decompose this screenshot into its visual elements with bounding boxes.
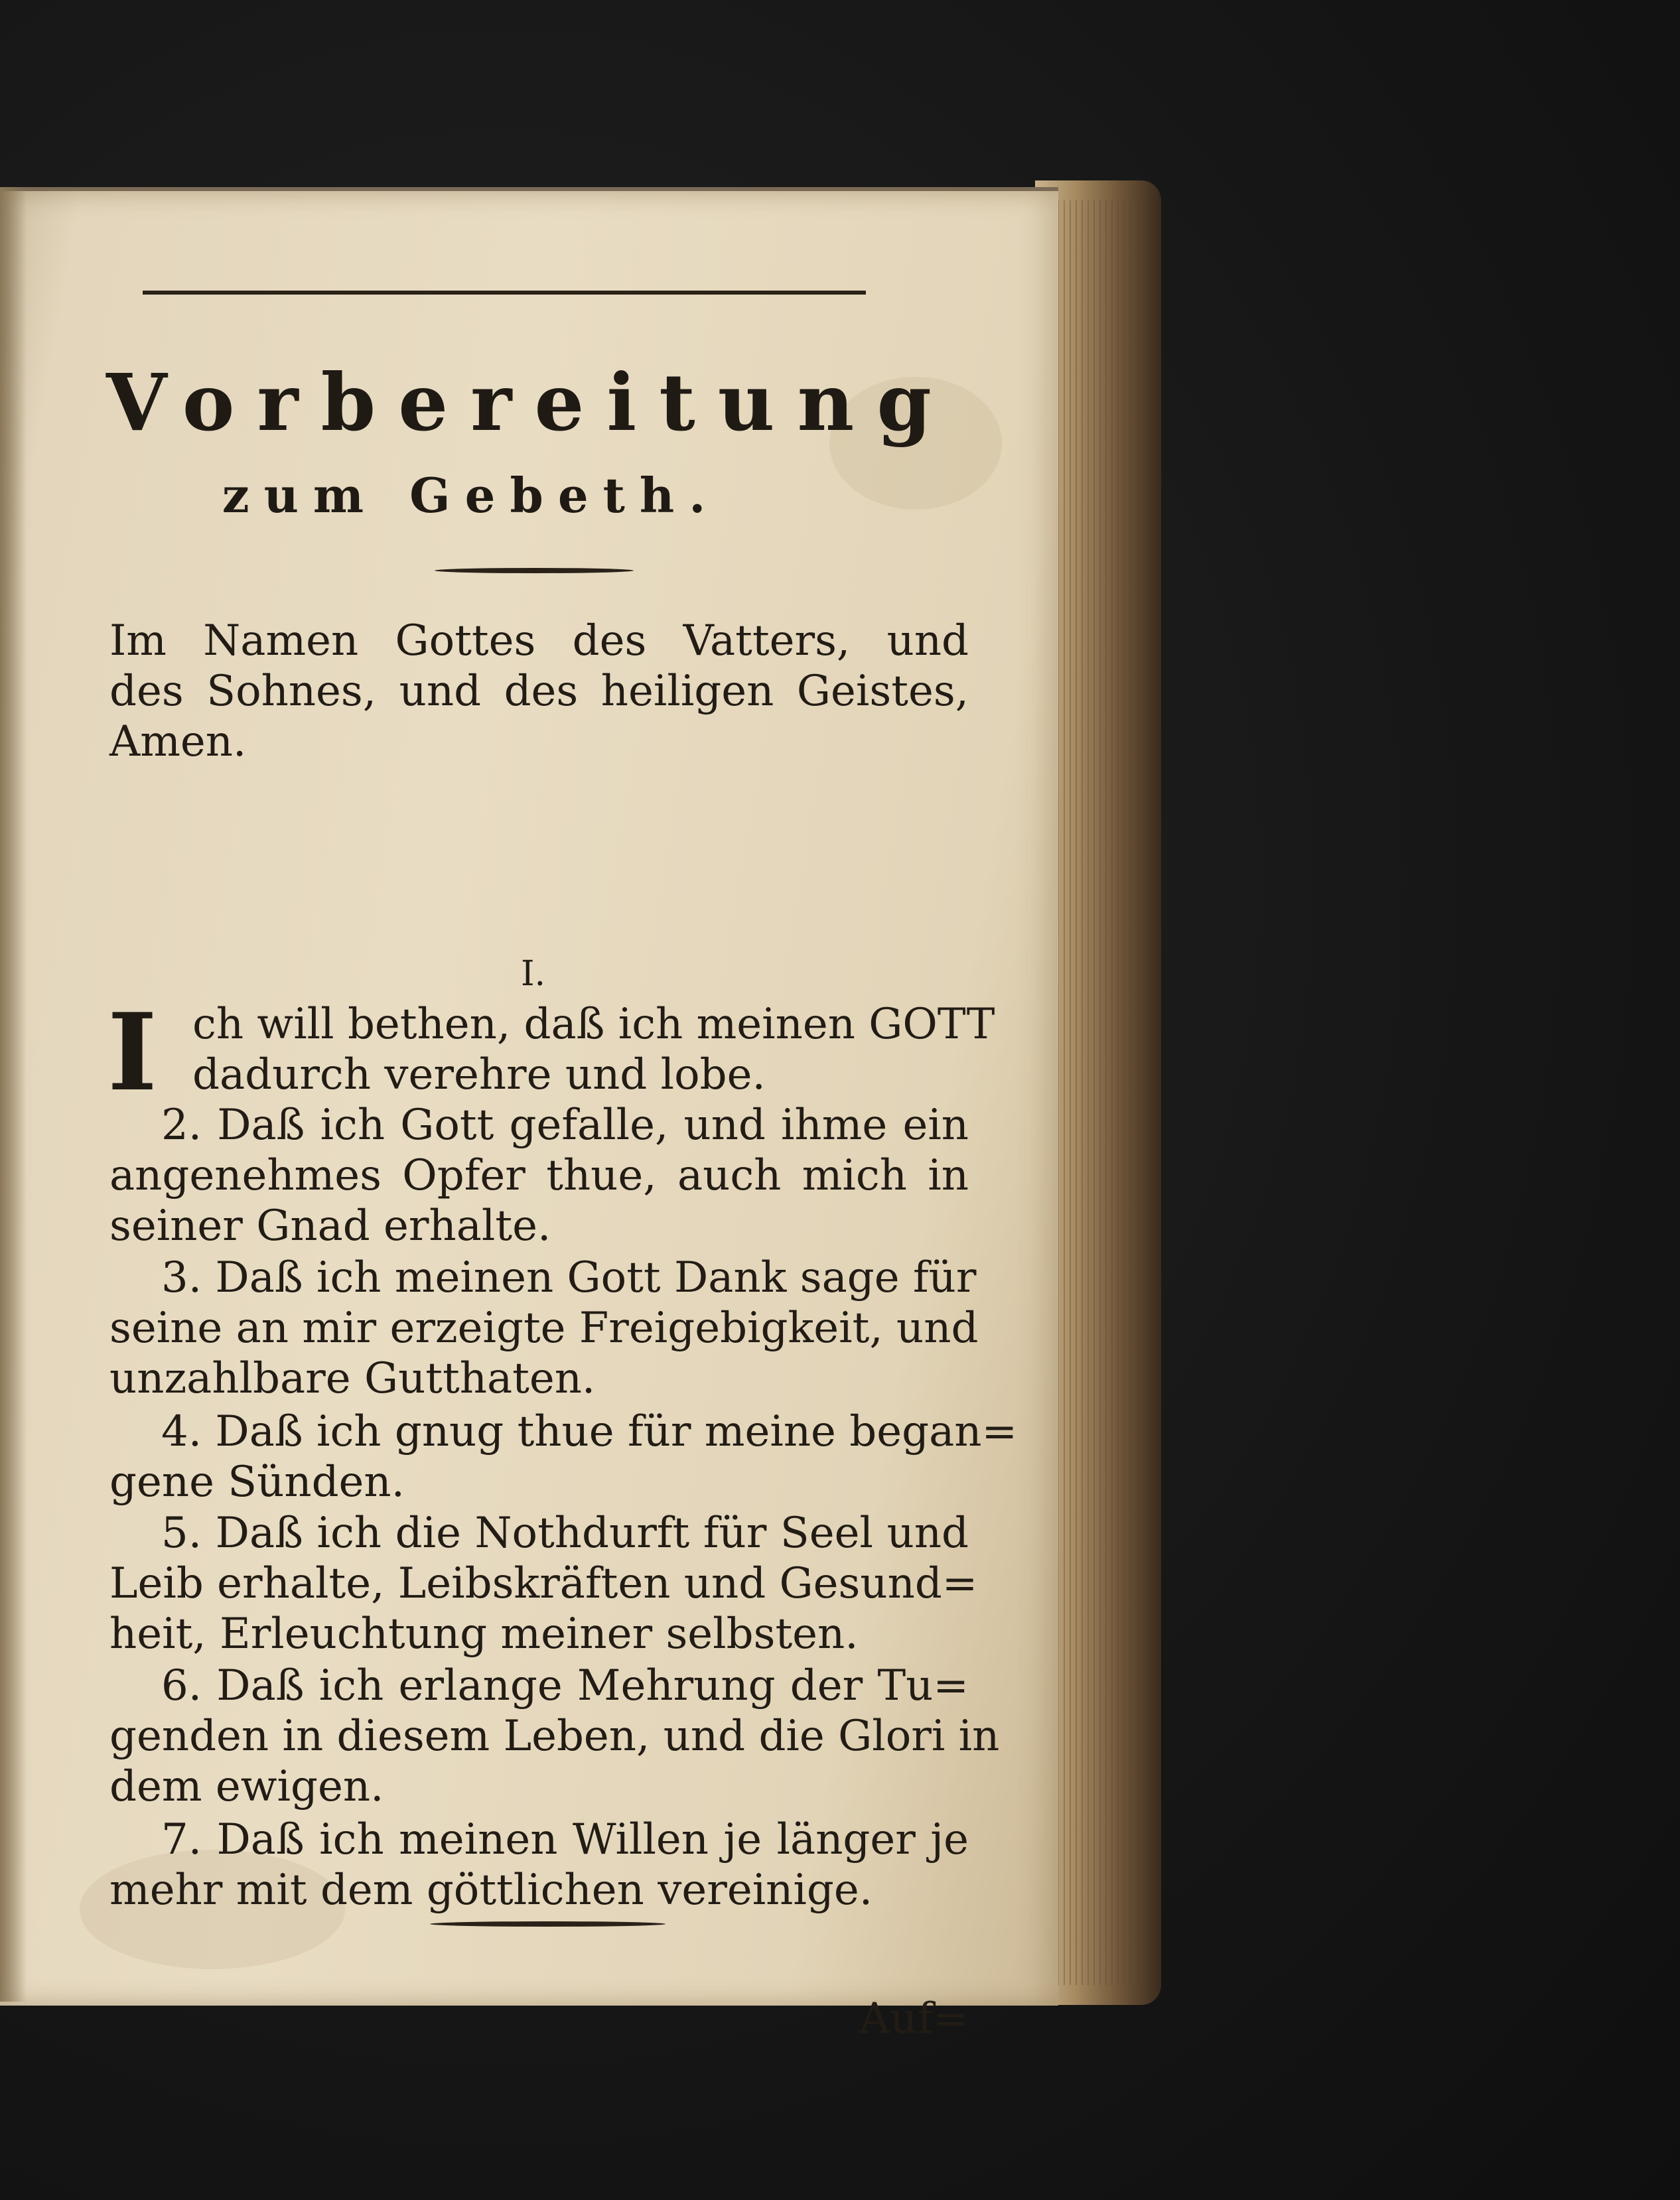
point-7 [109,1815,969,1915]
invocation-paragraph [109,616,969,767]
point-6 [109,1661,1000,1812]
point-4 [109,1407,1018,1507]
text-line: 4. Daß ich gnug thue für meine began= [161,1407,1018,1456]
section-number: I. [521,954,546,994]
point-2 [109,1100,969,1251]
point-5 [109,1508,978,1659]
text-line: genden in diesem Leben, und die Glori in [109,1712,1000,1761]
text-line: des Sohnes, und des heiligen Geistes, [109,667,969,716]
text-line: Im Namen Gottes des Vatters, und [109,616,969,665]
point-3 [109,1253,979,1404]
text-line: 2. Daß ich Gott gefalle, und ihme ein [161,1101,969,1150]
text-line: 6. Daß ich erlange Mehrung der Tu= [161,1661,969,1710]
footer-rule [430,1921,665,1927]
page-edge-texture [1052,200,1145,1985]
page-subtitle: zum Gebeth. [222,467,721,523]
gutter-shadow [0,187,27,2002]
book-page [0,187,1058,2043]
text-line: 5. Daß ich die Nothdurft für Seel und [161,1509,969,1558]
text-line: angenehmes Opfer thue, auch mich in [109,1151,969,1200]
text-line: mehr mit dem göttlichen vereinige. [109,1866,873,1915]
text-line: Amen. [109,717,247,766]
text-line: dadurch verehre und lobe. [192,1050,766,1099]
title-divider [435,568,634,573]
header-rule [143,291,866,295]
text-line: 7. Daß ich meinen Willen je länger je [161,1815,969,1864]
point-1 [192,999,995,1100]
page-title: Vorbereitung [106,356,954,448]
text-line: seine an mir erzeigte Freigebigkeit, und [109,1304,979,1353]
text-line: seiner Gnad erhalte. [109,1202,551,1251]
catchword: Auf= [859,1994,969,2043]
text-line: gene Sünden. [109,1458,405,1507]
text-line: ch will bethen, daß ich meinen GOTT [192,1000,995,1049]
text-line: unzahlbare Gutthaten. [109,1354,596,1403]
text-line: heit, Erleuchtung meiner selbsten. [109,1610,859,1659]
text-line: dem ewigen. [109,1762,384,1811]
drop-cap: I [107,990,157,1115]
book [0,174,1168,2043]
text-line: Leib erhalte, Leibskräften und Gesund= [109,1559,978,1608]
text-line: 3. Daß ich meinen Gott Dank sage für [161,1253,977,1302]
